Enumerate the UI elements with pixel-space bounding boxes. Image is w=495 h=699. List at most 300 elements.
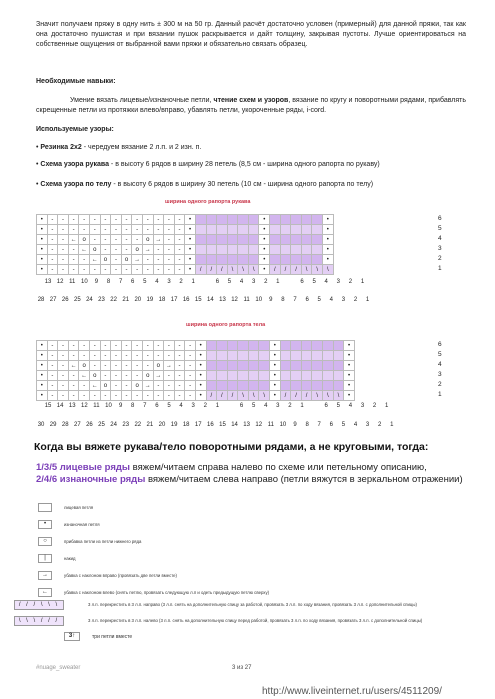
chart-cell: -	[174, 361, 185, 371]
chart-cell: •	[270, 391, 281, 401]
cross-left-text: 3 л.п. перекрестить в 3 л.п. налево (3 л.п. снять на дополнительную спицу перед работой, провязать 3 л.п. по ходу вязания, провязать 3 л.п. с дополнительной спицы)	[88, 618, 423, 623]
chart-cell: -	[47, 265, 58, 275]
chart-cell	[238, 371, 249, 381]
chart-cell: -	[111, 341, 122, 351]
chart-cell	[259, 371, 270, 381]
odd-rows-label: 1/3/5 лицевые ряды	[36, 462, 131, 473]
chart-cell: •	[270, 341, 281, 351]
chart-cell: -	[47, 381, 58, 391]
column-number: 2	[288, 403, 292, 409]
column-number: 25	[73, 297, 81, 303]
chart-cell: -	[185, 351, 196, 361]
chart-cell: -	[58, 255, 69, 265]
intro-paragraph: Значит получаем пряжу в одну нить ± 300 м на 50 гр. Данный расчёт достаточно условен (примерный) для данной пряжи, так как она достаточно пушистая и при вязании пушок раскрывается и дайт толщину, закрывая пустоты. Лучше ориентироваться на собственные ощущения от выбранной вами пряжи и обязательно связать образец.	[36, 21, 466, 48]
chart-cell	[280, 215, 291, 225]
chart-cell	[227, 245, 238, 255]
chart-cell: ←	[68, 235, 79, 245]
chart-cell: •	[195, 351, 206, 361]
chart-cell	[248, 235, 259, 245]
chart-cell: -	[132, 391, 143, 401]
chart-cell: -	[164, 351, 175, 361]
chart-cell: -	[164, 381, 175, 391]
chart-cell: -	[153, 341, 164, 351]
chart-cell: •	[259, 235, 270, 245]
chart-cell: -	[89, 391, 100, 401]
chart-cell: -	[79, 255, 90, 265]
chart-cell: o	[121, 255, 132, 265]
column-number: 23	[122, 422, 130, 428]
chart-cell	[248, 245, 259, 255]
chart-cell: -	[164, 235, 175, 245]
chart-row	[37, 235, 334, 245]
column-number: 6	[131, 279, 135, 285]
column-number: 5	[167, 403, 171, 409]
chart-row	[37, 255, 334, 265]
chart-cell: o	[142, 235, 153, 245]
chart-cell: -	[164, 371, 175, 381]
column-number: 14	[207, 297, 214, 303]
chart-cell	[238, 225, 249, 235]
chart-cell	[206, 381, 217, 391]
hashtag: #nuage_sweater	[36, 665, 81, 671]
column-number: 8	[106, 279, 111, 285]
chart-cell: •	[323, 215, 334, 225]
column-number: 9	[118, 403, 123, 409]
legend-symbol: →	[38, 571, 52, 580]
chart-cell	[312, 341, 323, 351]
chart-row	[37, 381, 355, 391]
chart-cell: -	[132, 361, 143, 371]
chart-cell	[280, 381, 291, 391]
chart-cell	[280, 255, 291, 265]
chart-cell	[323, 361, 334, 371]
chart-cell	[238, 341, 249, 351]
sleeve-grid	[36, 214, 334, 275]
chart-cell: •	[185, 225, 196, 235]
column-number: 12	[231, 297, 238, 303]
column-number: 4	[264, 403, 268, 409]
chart-cell	[217, 371, 228, 381]
column-number: 17	[170, 297, 178, 303]
column-number: 29	[49, 422, 57, 428]
chart-cell: •	[37, 341, 48, 351]
column-number: 4	[239, 279, 244, 285]
row-number: 3	[438, 371, 442, 378]
chart-cell	[333, 371, 344, 381]
column-number: 6	[215, 279, 220, 285]
chart-cell	[270, 215, 281, 225]
chart-cell	[227, 225, 238, 235]
chart-cell: -	[58, 351, 69, 361]
column-number: 3	[251, 279, 256, 285]
chart-cell: -	[121, 351, 132, 361]
chart-cell	[248, 255, 259, 265]
body-bottom-numbers	[35, 422, 398, 428]
column-number: 30	[37, 422, 45, 428]
chart-cell: -	[89, 351, 100, 361]
chart-cell: /	[270, 265, 281, 275]
chart-cell	[291, 225, 302, 235]
chart-cell: -	[111, 215, 122, 225]
chart-cell	[280, 351, 291, 361]
chart-row	[37, 265, 334, 275]
chart-cell	[301, 381, 312, 391]
chart-cell: \	[238, 391, 249, 401]
chart-cell: -	[58, 341, 69, 351]
chart-cell: -	[100, 371, 111, 381]
chart-cell: -	[79, 391, 90, 401]
column-number: 14	[231, 422, 238, 428]
column-number: 4	[329, 297, 333, 303]
chart-cell: -	[100, 361, 111, 371]
chart-cell	[312, 255, 323, 265]
chart-cell: -	[68, 225, 79, 235]
column-number: 6	[305, 297, 309, 303]
chart-cell: •	[37, 381, 48, 391]
chart-cell: -	[174, 215, 185, 225]
chart-cell: -	[164, 215, 175, 225]
column-number: 13	[68, 403, 76, 409]
chart-cell: •	[270, 371, 281, 381]
sleeve-bottom-numbers	[35, 297, 374, 303]
chart-cell	[291, 351, 302, 361]
chart-cell	[301, 235, 312, 245]
even-rows-line	[36, 474, 476, 486]
chart-cell	[259, 381, 270, 391]
chart-cell: -	[153, 245, 164, 255]
chart-cell: •	[270, 351, 281, 361]
chart-cell: -	[100, 391, 111, 401]
column-number: 25	[98, 422, 105, 428]
column-number: 13	[44, 279, 52, 285]
chart-row	[37, 245, 334, 255]
column-number: 5	[312, 279, 316, 285]
chart-cell: -	[185, 361, 196, 371]
chart-cell: -	[47, 361, 58, 371]
column-number: 1	[360, 279, 365, 285]
chart-cell: /	[227, 391, 238, 401]
chart-cell: -	[68, 255, 79, 265]
chart-cell	[206, 371, 217, 381]
column-number: 9	[293, 422, 297, 428]
chart-cell	[312, 215, 323, 225]
column-number: 24	[110, 422, 117, 428]
chart-cell: -	[47, 371, 58, 381]
chart-cell: o	[153, 361, 164, 371]
chart-cell: ←	[89, 381, 100, 391]
chart-cell	[312, 351, 323, 361]
three-together-text: три петли вместе	[92, 634, 133, 640]
chart-cell: •	[185, 235, 196, 245]
chart-cell	[301, 361, 312, 371]
pattern-item-2: • Схема узора рукава - в высоту 6 рядов в ширину 28 петель (8,5 см - ширина одного рапорта по рукаву)	[36, 161, 380, 168]
chart-cell: -	[68, 341, 79, 351]
chart-cell: •	[259, 225, 270, 235]
chart-cell	[301, 371, 312, 381]
chart-cell: -	[68, 381, 79, 391]
chart-cell: -	[185, 391, 196, 401]
chart-cell: \	[248, 391, 259, 401]
column-number: 14	[56, 403, 64, 409]
chart-cell	[291, 245, 302, 255]
column-number: 3	[341, 297, 346, 303]
chart-cell: -	[111, 255, 122, 265]
chart-cell	[312, 245, 323, 255]
chart-cell: -	[89, 235, 100, 245]
row-number: 3	[438, 245, 442, 252]
legend-text: прибавка петли из петли нижнего ряда	[64, 539, 142, 544]
chart-cell: -	[68, 265, 79, 275]
chart-cell: \	[312, 265, 323, 275]
odd-rows-text: вяжем/читаем справа налево по схеме или петельному описанию,	[130, 462, 427, 473]
chart-cell: •	[323, 255, 334, 265]
column-number: 7	[118, 279, 123, 285]
chart-cell: -	[142, 215, 153, 225]
column-number: 2	[179, 279, 183, 285]
chart-cell	[312, 381, 323, 391]
chart-cell: /	[280, 391, 291, 401]
column-number: 5	[143, 279, 147, 285]
chart-cell: -	[153, 255, 164, 265]
chart-cell	[195, 215, 206, 225]
chart-cell: o	[89, 245, 100, 255]
chart-cell	[280, 245, 291, 255]
chart-cell: -	[142, 351, 153, 361]
chart-cell: -	[58, 225, 69, 235]
chart-cell: •	[195, 361, 206, 371]
chart-cell	[217, 361, 228, 371]
chart-cell: -	[111, 391, 122, 401]
chart-cell: -	[47, 225, 58, 235]
chart-cell	[323, 341, 334, 351]
pattern-item-2-text: - в высоту 6 рядов в ширину 28 петель (8,5 см - ширина одного рапорта по рукаву)	[108, 161, 380, 168]
chart-cell	[227, 351, 238, 361]
chart-cell: -	[164, 225, 175, 235]
chart-cell: -	[121, 361, 132, 371]
chart-cell	[227, 235, 238, 245]
row-number: 6	[438, 341, 442, 348]
column-number: 5	[251, 403, 256, 409]
column-number: 7	[143, 403, 147, 409]
chart-cell	[206, 235, 217, 245]
column-number: 5	[227, 279, 232, 285]
chart-cell	[227, 341, 238, 351]
chart-cell	[206, 255, 217, 265]
chart-cell: -	[153, 391, 164, 401]
chart-cell: •	[185, 255, 196, 265]
column-number: 12	[56, 279, 64, 285]
chart-cell	[227, 361, 238, 371]
chart-cell: •	[37, 371, 48, 381]
chart-cell: -	[58, 265, 69, 275]
chart-cell: -	[89, 225, 100, 235]
chart-cell	[301, 351, 312, 361]
chart-cell: -	[164, 245, 175, 255]
chart-cell	[259, 351, 270, 361]
chart-cell: o	[100, 381, 111, 391]
chart-cell	[291, 381, 302, 391]
chart-cell: -	[58, 245, 69, 255]
column-number: 3	[360, 403, 365, 409]
chart-cell	[217, 341, 228, 351]
chart-cell: \	[259, 391, 270, 401]
chart-cell	[217, 235, 228, 245]
chart-cell: -	[185, 381, 196, 391]
chart-cell: •	[37, 215, 48, 225]
chart-cell	[323, 381, 334, 391]
chart-cell: -	[132, 225, 143, 235]
row-number: 5	[438, 225, 442, 232]
chart-cell: -	[47, 255, 58, 265]
chart-cell: -	[153, 215, 164, 225]
chart-cell: -	[89, 215, 100, 225]
chart-cell: ←	[79, 245, 90, 255]
chart-cell	[301, 225, 312, 235]
chart-cell: -	[58, 371, 69, 381]
chart-cell: /	[217, 265, 228, 275]
chart-cell	[280, 341, 291, 351]
chart-cell: -	[121, 371, 132, 381]
column-number: 5	[336, 403, 340, 409]
column-number: 6	[324, 403, 328, 409]
chart-row	[37, 215, 334, 225]
chart-cell: •	[323, 225, 334, 235]
chart-cell	[323, 351, 334, 361]
chart-cell: -	[142, 341, 153, 351]
chart-cell	[238, 361, 249, 371]
chart-cell	[301, 245, 312, 255]
chart-cell: -	[100, 235, 111, 245]
column-number: 12	[255, 422, 263, 428]
chart-cell: o	[79, 235, 90, 245]
column-number: 28	[61, 422, 69, 428]
even-rows-text: вяжем/читаем слева направо (петли вяжутся в зеркальном отражении)	[145, 474, 463, 485]
chart-cell	[270, 245, 281, 255]
column-number: 11	[267, 422, 274, 428]
column-number: 5	[317, 297, 321, 303]
chart-cell: -	[47, 215, 58, 225]
column-number: 9	[269, 297, 273, 303]
chart-cell: o	[142, 371, 153, 381]
chart-cell	[291, 371, 302, 381]
column-number: 6	[329, 422, 333, 428]
column-number: 4	[179, 403, 183, 409]
chart-cell: -	[79, 351, 90, 361]
chart-cell	[238, 245, 249, 255]
column-number: 27	[49, 297, 57, 303]
chart-cell: -	[174, 391, 185, 401]
page-number: 3 из 27	[232, 665, 252, 671]
chart-cell: •	[344, 381, 355, 391]
chart-cell	[248, 371, 259, 381]
chart-cell	[206, 245, 217, 255]
chart-cell: -	[100, 265, 111, 275]
chart-cell	[259, 361, 270, 371]
legend-text: накид	[64, 556, 76, 561]
column-number: 6	[155, 403, 159, 409]
chart-cell: -	[121, 235, 132, 245]
chart-cell: →	[164, 361, 175, 371]
column-number: 1	[191, 279, 195, 285]
chart-row	[37, 225, 334, 235]
chart-cell: -	[132, 235, 143, 245]
chart-cell	[238, 215, 249, 225]
column-number: 4	[348, 403, 353, 409]
column-number: 21	[122, 297, 130, 303]
column-number: 3	[276, 403, 280, 409]
chart-cell	[301, 215, 312, 225]
chart-cell: /	[301, 391, 312, 401]
pattern-item-1-text: - чередуем вязание 2 л.п. и 2 изн. п.	[81, 144, 202, 151]
chart-cell: -	[164, 265, 175, 275]
chart-cell: \	[323, 265, 334, 275]
chart-cell: •	[37, 225, 48, 235]
column-number: 2	[353, 297, 358, 303]
chart-cell: -	[79, 381, 90, 391]
chart-cell: \	[301, 265, 312, 275]
chart-cell: -	[58, 215, 69, 225]
legend-symbol	[38, 503, 52, 512]
chart-cell: -	[68, 245, 79, 255]
column-number: 1	[276, 279, 280, 285]
even-rows-label: 2/4/6 изнаночные ряды	[36, 474, 146, 485]
column-number: 16	[207, 422, 214, 428]
chart-cell: -	[58, 381, 69, 391]
column-number: 15	[219, 422, 226, 428]
chart-row	[37, 361, 355, 371]
sleeve-chart-title: ширина одного рапорта рукава	[165, 199, 251, 205]
chart-cell	[206, 215, 217, 225]
chart-cell: o	[79, 361, 90, 371]
chart-cell: -	[132, 215, 143, 225]
chart-cell: o	[132, 245, 143, 255]
chart-cell	[312, 361, 323, 371]
column-number: 1	[385, 403, 389, 409]
column-number: 21	[146, 422, 154, 428]
chart-cell	[312, 225, 323, 235]
chart-cell: /	[217, 391, 228, 401]
chart-cell: -	[111, 361, 122, 371]
chart-cell	[206, 351, 217, 361]
column-number: 3	[167, 279, 171, 285]
pattern-item-3-name: Схема узора по телу	[40, 181, 112, 188]
column-number: 16	[182, 297, 190, 303]
chart-cell: -	[174, 265, 185, 275]
chart-cell: -	[47, 235, 58, 245]
chart-cell: -	[111, 225, 122, 235]
chart-cell: -	[100, 351, 111, 361]
chart-cell: •	[270, 381, 281, 391]
chart-cell: -	[132, 351, 143, 361]
chart-cell: →	[153, 371, 164, 381]
chart-cell: -	[89, 341, 100, 351]
chart-cell: •	[259, 255, 270, 265]
chart-cell	[291, 361, 302, 371]
chart-cell: •	[195, 341, 206, 351]
column-number: 2	[203, 403, 207, 409]
cross-right-symbol: / / / \ \ \	[14, 600, 64, 610]
column-number: 4	[155, 279, 159, 285]
chart-cell	[259, 341, 270, 351]
chart-cell: -	[111, 381, 122, 391]
chart-cell: /	[291, 265, 302, 275]
column-number: 15	[194, 297, 202, 303]
chart-cell	[238, 255, 249, 265]
chart-cell: •	[270, 361, 281, 371]
chart-cell: •	[37, 361, 48, 371]
chart-cell: •	[37, 265, 48, 275]
chart-cell	[195, 225, 206, 235]
